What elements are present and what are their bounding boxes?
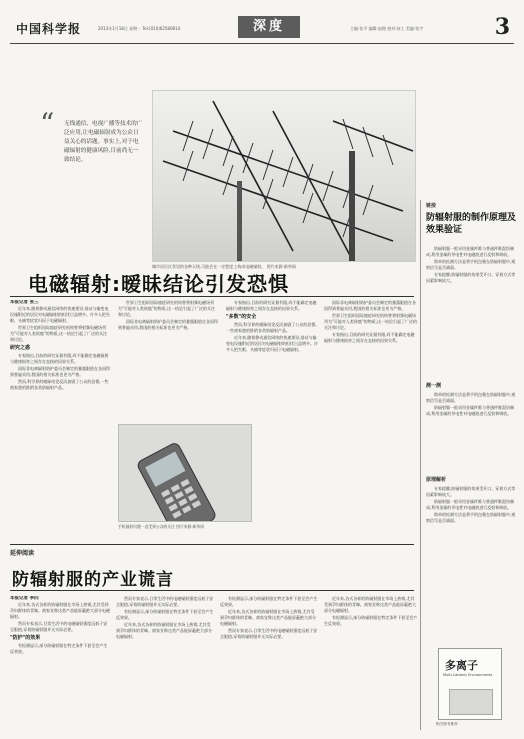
sidebar-paragraph: 专家提醒,防辐射服的效果受开口、穿着方式等因素影响较大。 (426, 272, 516, 283)
phone-photo (118, 424, 252, 522)
second-headline-rule (10, 590, 414, 591)
phone-caption (118, 524, 252, 530)
main-paragraph: 专家指出,目前的研究证据有限,尚不能确定电磁辐射与健康损害之间存在直接的因果关系。 (10, 353, 109, 364)
second-paragraph: 近年来,各式各样的防辐射服在市场上热销,尤其受到孕妇群体的青睐。商家宣称这类产品能屏蔽绝大部分电磁辐射。 (116, 622, 212, 639)
second-paragraph: 然而专家表示,日常生活中的电磁辐射强度远低于安全限值,穿着防辐射服并无实际必要。 (116, 596, 214, 607)
main-paragraph: 国际非电离辐射防护委员会制定的暴露限值在各国得到普遍采用,我国的相关标准也更为严格。 (118, 319, 218, 330)
issue-date: 2013年1月18日 星期一 Tel:(010)62580814 (98, 26, 181, 31)
main-paragraph: 国际非电离辐射防护委员会制定的暴露限值在各国得到普遍采用,我国的相关标准也更为严格。 (324, 300, 416, 311)
main-paragraph: 国际非电离辐射防护委员会制定的暴露限值在各国得到普遍采用,我国的相关标准也更为严格。 (10, 366, 110, 377)
headline-rule (10, 296, 414, 297)
sidebar-paragraph: 简单的检测方法是将手机包裹在防辐射服中,观察信号是否减弱。 (426, 512, 516, 523)
main-article-col-2 (118, 300, 218, 420)
main-paragraph: 近年来,随着移动通信网络的快速建设,基站与输变电设施附近的居民对电磁辐射的担忧日益增多。许多人把失眠、头痛等症状归因于电磁辐射。 (10, 306, 110, 323)
second-article-col-1 (10, 596, 110, 730)
hero-credit: 图片来源:新华网 (266, 264, 296, 269)
second-paragraph: 近年来,各式各样的防辐射服在市场上热销,尤其受到孕妇群体的青睐。商家宣称这类产品能屏蔽绝大部分电磁辐射。 (220, 609, 316, 626)
sidebar-paragraph: 简单的检测方法是将手机包裹在防辐射服中,观察信号是否减弱。 (426, 259, 516, 270)
main-paragraph: 世界卫生组织国际癌症研究机构曾将射频电磁场列为"可能对人类致癌"的物质,这一结论引起了广泛的关注和讨论。 (118, 300, 215, 317)
phone-credit: 图片来源:新华网 (176, 524, 205, 529)
main-paragraph: 近年来,随着移动通信网络的快速建设,基站与输变电设施附近的居民对电磁辐射的担忧日益增多。许多人把失眠、头痛等症状归因于电磁辐射。 (226, 335, 318, 352)
main-paragraph: 世界卫生组织国际癌症研究机构曾将射频电磁场列为"可能对人类致癌"的物质,这一结论引起了广泛的关注和讨论。 (324, 313, 417, 330)
page-number: 3 (494, 14, 510, 40)
main-paragraph: 专家指出,目前的研究证据有限,尚不能确定电磁辐射与健康损害之间存在直接的因果关系。 (226, 300, 317, 311)
book-title: 多离子 (445, 659, 478, 672)
sidebar-subhead-2: 原理解析 (426, 477, 447, 483)
second-paragraph: 有检测显示,部分防辐射服在特定条件下甚至会产生反效果。 (10, 643, 108, 654)
sidebar-paragraph: 防辐射服一般采用金属纤维与普通纤维混纺制成,利用金属的导电性对电磁波进行反射和吸收。 (426, 405, 514, 416)
sidebar-paragraph: 专家提醒,防辐射服的效果受开口、穿着方式等因素影响较大。 (426, 486, 516, 497)
main-headline: 电磁辐射:暧昧结论引发恐惧 (28, 272, 289, 296)
sidebar-title: 防辐射服的制作原理及效果验证 (426, 213, 517, 235)
second-kicker: 延伸阅读 (10, 550, 35, 557)
second-subhead: "防护"的效果 (10, 635, 41, 641)
book-cover-graphic (449, 689, 493, 715)
sidebar-col-3 (426, 486, 516, 642)
main-paragraph: 世界卫生组织国际癌症研究机构曾将射频电磁场列为"可能对人类致癌"的物质,这一结论引起了广泛的关注和讨论。 (10, 325, 107, 342)
pull-quote: 无线通信、电视广播等技术的广泛应用,让电磁辐射成为公众日益关心的话题。事实上,对于电磁辐射的健康风险,目前尚无一致结论。 (64, 121, 143, 163)
main-paragraph: 然而,科学界的暧昧结论反而加剧了公众的恐惧,一些商家趁机推销各类防辐射产品。 (226, 322, 317, 333)
second-article-col-2 (116, 596, 214, 730)
second-paragraph: 有检测显示,部分防辐射服在特定条件下甚至会产生反效果。 (116, 609, 214, 620)
second-paragraph: 然而专家表示,日常生活中的电磁辐射强度远低于安全限值,穿着防辐射服并无实际必要。 (220, 628, 318, 639)
masthead (10, 14, 514, 44)
second-paragraph: 近年来,各式各样的防辐射服在市场上热销,尤其受到孕妇群体的青睐。商家宣称这类产品能屏蔽绝大部分电磁辐射。 (10, 602, 110, 619)
quote-mark-icon: “ (40, 107, 55, 140)
sidebar-subhead-1: 测一测 (426, 383, 442, 389)
newspaper-logo: 中国科学报 (16, 22, 82, 36)
second-article-col-4 (324, 596, 418, 730)
sidebar-divider (420, 200, 421, 730)
sidebar-paragraph: 防辐射服一般采用金属纤维与普通纤维混纺制成,利用金属的导电性对电磁波进行反射和吸收。 (426, 499, 514, 510)
main-article-col-1 (10, 300, 110, 538)
antenna-photo (152, 90, 416, 262)
main-article-col-4 (324, 300, 418, 538)
sidebar-kicker: 链接 (426, 203, 437, 209)
section-tab: 深度 (238, 16, 300, 38)
book-subtitle: Multi-Cationic Environments (443, 673, 493, 677)
phone-caption-text: 手机辐射问题一直受到公众的关注 (118, 524, 175, 529)
editor-credits: 主编:张平 编辑:赵路 校对:何工 美编:张宇 (350, 26, 424, 31)
second-paragraph: 有检测显示,部分防辐射服在特定条件下甚至会产生反效果。 (324, 615, 418, 626)
second-article-col-3 (220, 596, 318, 730)
main-subhead-2: "多数"的安全 (226, 314, 257, 320)
second-headline: 防辐射服的产业谎言 (12, 570, 174, 590)
sidebar-col-1 (426, 246, 516, 378)
book-cover-image (438, 648, 502, 720)
book-caption: 相关图书推荐 (436, 722, 458, 726)
main-paragraph: 专家指出,目前的研究证据有限,尚不能确定电磁辐射与健康损害之间存在直接的因果关系。 (324, 332, 415, 343)
sidebar-paragraph: 防辐射服一般采用金属纤维与普通纤维混纺制成,利用金属的导电性对电磁波进行反射和吸收。 (426, 246, 514, 257)
hero-caption-text: 城市居民区常见的各种天线,可能会在一定程度上构成电磁辐射。 (152, 264, 266, 269)
main-subhead-1: 研究之惑 (10, 345, 31, 351)
second-paragraph: 然而专家表示,日常生活中的电磁辐射强度远低于安全限值,穿着防辐射服并无实际必要。 (10, 621, 108, 632)
second-byline: 本报记者 李四 (10, 596, 39, 601)
second-paragraph: 有检测显示,部分防辐射服在特定条件下甚至会产生反效果。 (220, 596, 318, 607)
sidebar-paragraph: 简单的检测方法是将手机包裹在防辐射服中,观察信号是否减弱。 (426, 392, 516, 403)
second-article-rule (10, 544, 414, 545)
second-paragraph: 近年来,各式各样的防辐射服在市场上热销,尤其受到孕妇群体的青睐。商家宣称这类产品能屏蔽绝大部分电磁辐射。 (324, 596, 416, 613)
main-paragraph: 然而,科学界的暧昧结论反而加剧了公众的恐惧,一些商家趁机推销各类防辐射产品。 (10, 379, 109, 390)
main-byline: 本报记者 张三 (10, 300, 39, 305)
sidebar-col-2 (426, 392, 516, 472)
